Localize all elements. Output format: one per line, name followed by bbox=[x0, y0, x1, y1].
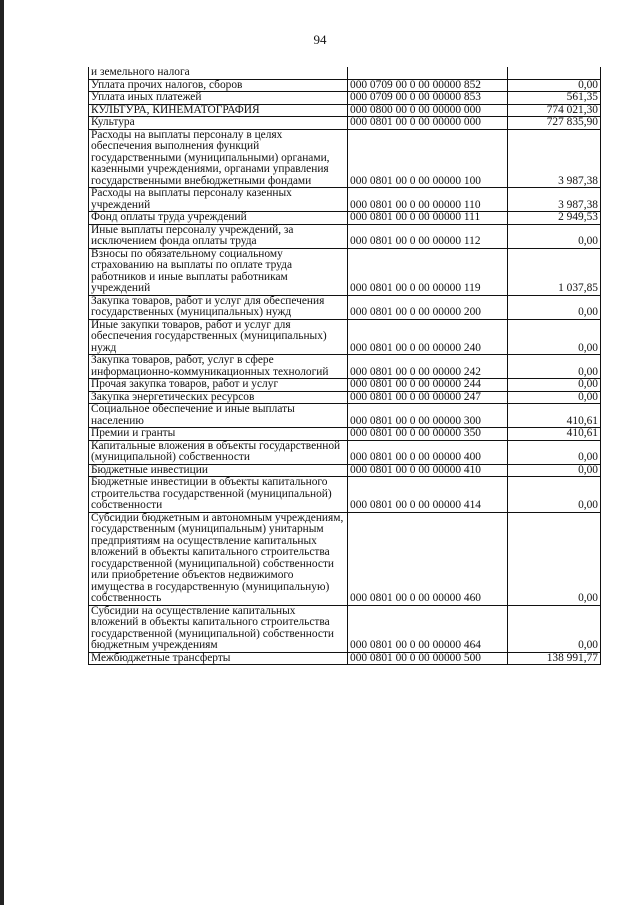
row-amount-cell: 0,00 bbox=[508, 319, 601, 355]
table-row bbox=[89, 652, 601, 665]
row-amount-cell: 0,00 bbox=[508, 379, 601, 392]
row-name-cell: и земельного налога bbox=[89, 67, 348, 79]
row-amount-cell: 0,00 bbox=[508, 464, 601, 477]
row-name-cell: Социальное обеспечение и иные выплаты населению bbox=[89, 404, 348, 428]
row-name-cell: Субсидии бюджетным и автономным учреждениям, государственным (муниципальным) унитарным предприятиям на осуществление капитальных вложений в объекты капитального строительства государственной (муниципальной) собственности или приобретение объектов недвижимого имущества в государственную (муниципальную) собственность bbox=[89, 512, 348, 605]
row-code-cell: 000 0801 00 0 00 00000 119 bbox=[348, 248, 508, 295]
row-name-cell: Прочая закупка товаров, работ и услуг bbox=[89, 379, 348, 392]
row-amount-cell: 0,00 bbox=[508, 440, 601, 464]
row-name-cell: Уплата прочих налогов, сборов bbox=[89, 79, 348, 92]
row-code-cell: 000 0801 00 0 00 00000 242 bbox=[348, 355, 508, 379]
row-code-cell: 000 0801 00 0 00 00000 112 bbox=[348, 224, 508, 248]
table-row bbox=[89, 404, 601, 428]
table-row bbox=[89, 224, 601, 248]
row-code-cell: 000 0801 00 0 00 00000 244 bbox=[348, 379, 508, 392]
table-row bbox=[89, 67, 601, 79]
table-row bbox=[89, 104, 601, 117]
row-code-cell: 000 0801 00 0 00 00000 460 bbox=[348, 512, 508, 605]
table-row bbox=[89, 319, 601, 355]
table-row bbox=[89, 440, 601, 464]
row-name-cell: КУЛЬТУРА, КИНЕМАТОГРАФИЯ bbox=[89, 104, 348, 117]
row-name-cell: Премии и гранты bbox=[89, 428, 348, 441]
page-edge-shadow bbox=[0, 0, 4, 905]
row-amount-cell: 1 037,85 bbox=[508, 248, 601, 295]
row-amount-cell: 410,61 bbox=[508, 428, 601, 441]
row-code-cell: 000 0801 00 0 00 00000 247 bbox=[348, 391, 508, 404]
row-amount-cell: 0,00 bbox=[508, 355, 601, 379]
table-row bbox=[89, 188, 601, 212]
table-row bbox=[89, 512, 601, 605]
row-code-cell: 000 0801 00 0 00 00000 464 bbox=[348, 605, 508, 652]
row-amount-cell: 0,00 bbox=[508, 477, 601, 513]
row-code-cell: 000 0801 00 0 00 00000 110 bbox=[348, 188, 508, 212]
row-code-cell: 000 0709 00 0 00 00000 852 bbox=[348, 79, 508, 92]
row-name-cell: Межбюджетные трансферты bbox=[89, 652, 348, 665]
row-code-cell: 000 0801 00 0 00 00000 300 bbox=[348, 404, 508, 428]
table-row bbox=[89, 379, 601, 392]
row-name-cell: Взносы по обязательному социальному страхованию на выплаты по оплате труда работников и иные выплаты работникам учреждений bbox=[89, 248, 348, 295]
row-amount-cell: 561,35 bbox=[508, 92, 601, 105]
row-name-cell: Субсидии на осуществление капитальных вложений в объекты капитального строительства государственной (муниципальной) собственности бюджетным учреждениям bbox=[89, 605, 348, 652]
row-code-cell: 000 0801 00 0 00 00000 414 bbox=[348, 477, 508, 513]
table-row bbox=[89, 117, 601, 130]
row-code-cell: 000 0801 00 0 00 00000 100 bbox=[348, 129, 508, 188]
row-name-cell: Уплата иных платежей bbox=[89, 92, 348, 105]
row-name-cell: Иные выплаты персоналу учреждений, за исключением фонда оплаты труда bbox=[89, 224, 348, 248]
row-amount-cell: 138 991,77 bbox=[508, 652, 601, 665]
row-amount-cell: 0,00 bbox=[508, 295, 601, 319]
budget-table-body bbox=[89, 67, 601, 665]
row-code-cell: 000 0801 00 0 00 00000 350 bbox=[348, 428, 508, 441]
row-amount-cell: 3 987,38 bbox=[508, 129, 601, 188]
row-code-cell: 000 0801 00 0 00 00000 000 bbox=[348, 117, 508, 130]
table-row bbox=[89, 92, 601, 105]
row-name-cell: Закупка товаров, работ и услуг для обеспечения государственных (муниципальных) нужд bbox=[89, 295, 348, 319]
row-amount-cell: 3 987,38 bbox=[508, 188, 601, 212]
row-amount-cell: 0,00 bbox=[508, 79, 601, 92]
row-name-cell: Бюджетные инвестиции bbox=[89, 464, 348, 477]
row-amount-cell: 0,00 bbox=[508, 512, 601, 605]
row-amount-cell: 727 835,90 bbox=[508, 117, 601, 130]
table-row bbox=[89, 129, 601, 188]
row-name-cell: Культура bbox=[89, 117, 348, 130]
table-row bbox=[89, 477, 601, 513]
row-code-cell: 000 0801 00 0 00 00000 410 bbox=[348, 464, 508, 477]
row-code-cell: 000 0801 00 0 00 00000 400 bbox=[348, 440, 508, 464]
table-row bbox=[89, 355, 601, 379]
row-amount-cell: 410,61 bbox=[508, 404, 601, 428]
table-row bbox=[89, 212, 601, 225]
row-amount-cell: 774 021,30 bbox=[508, 104, 601, 117]
row-name-cell: Капитальные вложения в объекты государственной (муниципальной) собственности bbox=[89, 440, 348, 464]
row-code-cell bbox=[348, 67, 508, 79]
row-amount-cell: 2 949,53 bbox=[508, 212, 601, 225]
table-row bbox=[89, 605, 601, 652]
row-amount-cell: 0,00 bbox=[508, 391, 601, 404]
budget-table bbox=[88, 67, 601, 665]
row-name-cell: Расходы на выплаты персоналу в целях обеспечения выполнения функций государственными (муниципальными) органами, казенными учреждениями, органами управления государственными внебюджетными фондами bbox=[89, 129, 348, 188]
row-code-cell: 000 0801 00 0 00 00000 111 bbox=[348, 212, 508, 225]
row-name-cell: Расходы на выплаты персоналу казенных учреждений bbox=[89, 188, 348, 212]
row-name-cell: Закупка товаров, работ, услуг в сфере информационно-коммуникационных технологий bbox=[89, 355, 348, 379]
table-row bbox=[89, 295, 601, 319]
row-code-cell: 000 0800 00 0 00 00000 000 bbox=[348, 104, 508, 117]
table-row bbox=[89, 464, 601, 477]
table-row bbox=[89, 79, 601, 92]
table-row bbox=[89, 428, 601, 441]
row-amount-cell: 0,00 bbox=[508, 224, 601, 248]
row-name-cell: Фонд оплаты труда учреждений bbox=[89, 212, 348, 225]
row-code-cell: 000 0801 00 0 00 00000 200 bbox=[348, 295, 508, 319]
page-number: 94 bbox=[313, 32, 327, 47]
table-row bbox=[89, 391, 601, 404]
row-code-cell: 000 0709 00 0 00 00000 853 bbox=[348, 92, 508, 105]
row-name-cell: Закупка энергетических ресурсов bbox=[89, 391, 348, 404]
row-name-cell: Иные закупки товаров, работ и услуг для обеспечения государственных (муниципальных) нужд bbox=[89, 319, 348, 355]
row-code-cell: 000 0801 00 0 00 00000 240 bbox=[348, 319, 508, 355]
row-amount-cell bbox=[508, 67, 601, 79]
row-code-cell: 000 0801 00 0 00 00000 500 bbox=[348, 652, 508, 665]
row-amount-cell: 0,00 bbox=[508, 605, 601, 652]
row-name-cell: Бюджетные инвестиции в объекты капитального строительства государственной (муниципальной) собственности bbox=[89, 477, 348, 513]
table-row bbox=[89, 248, 601, 295]
